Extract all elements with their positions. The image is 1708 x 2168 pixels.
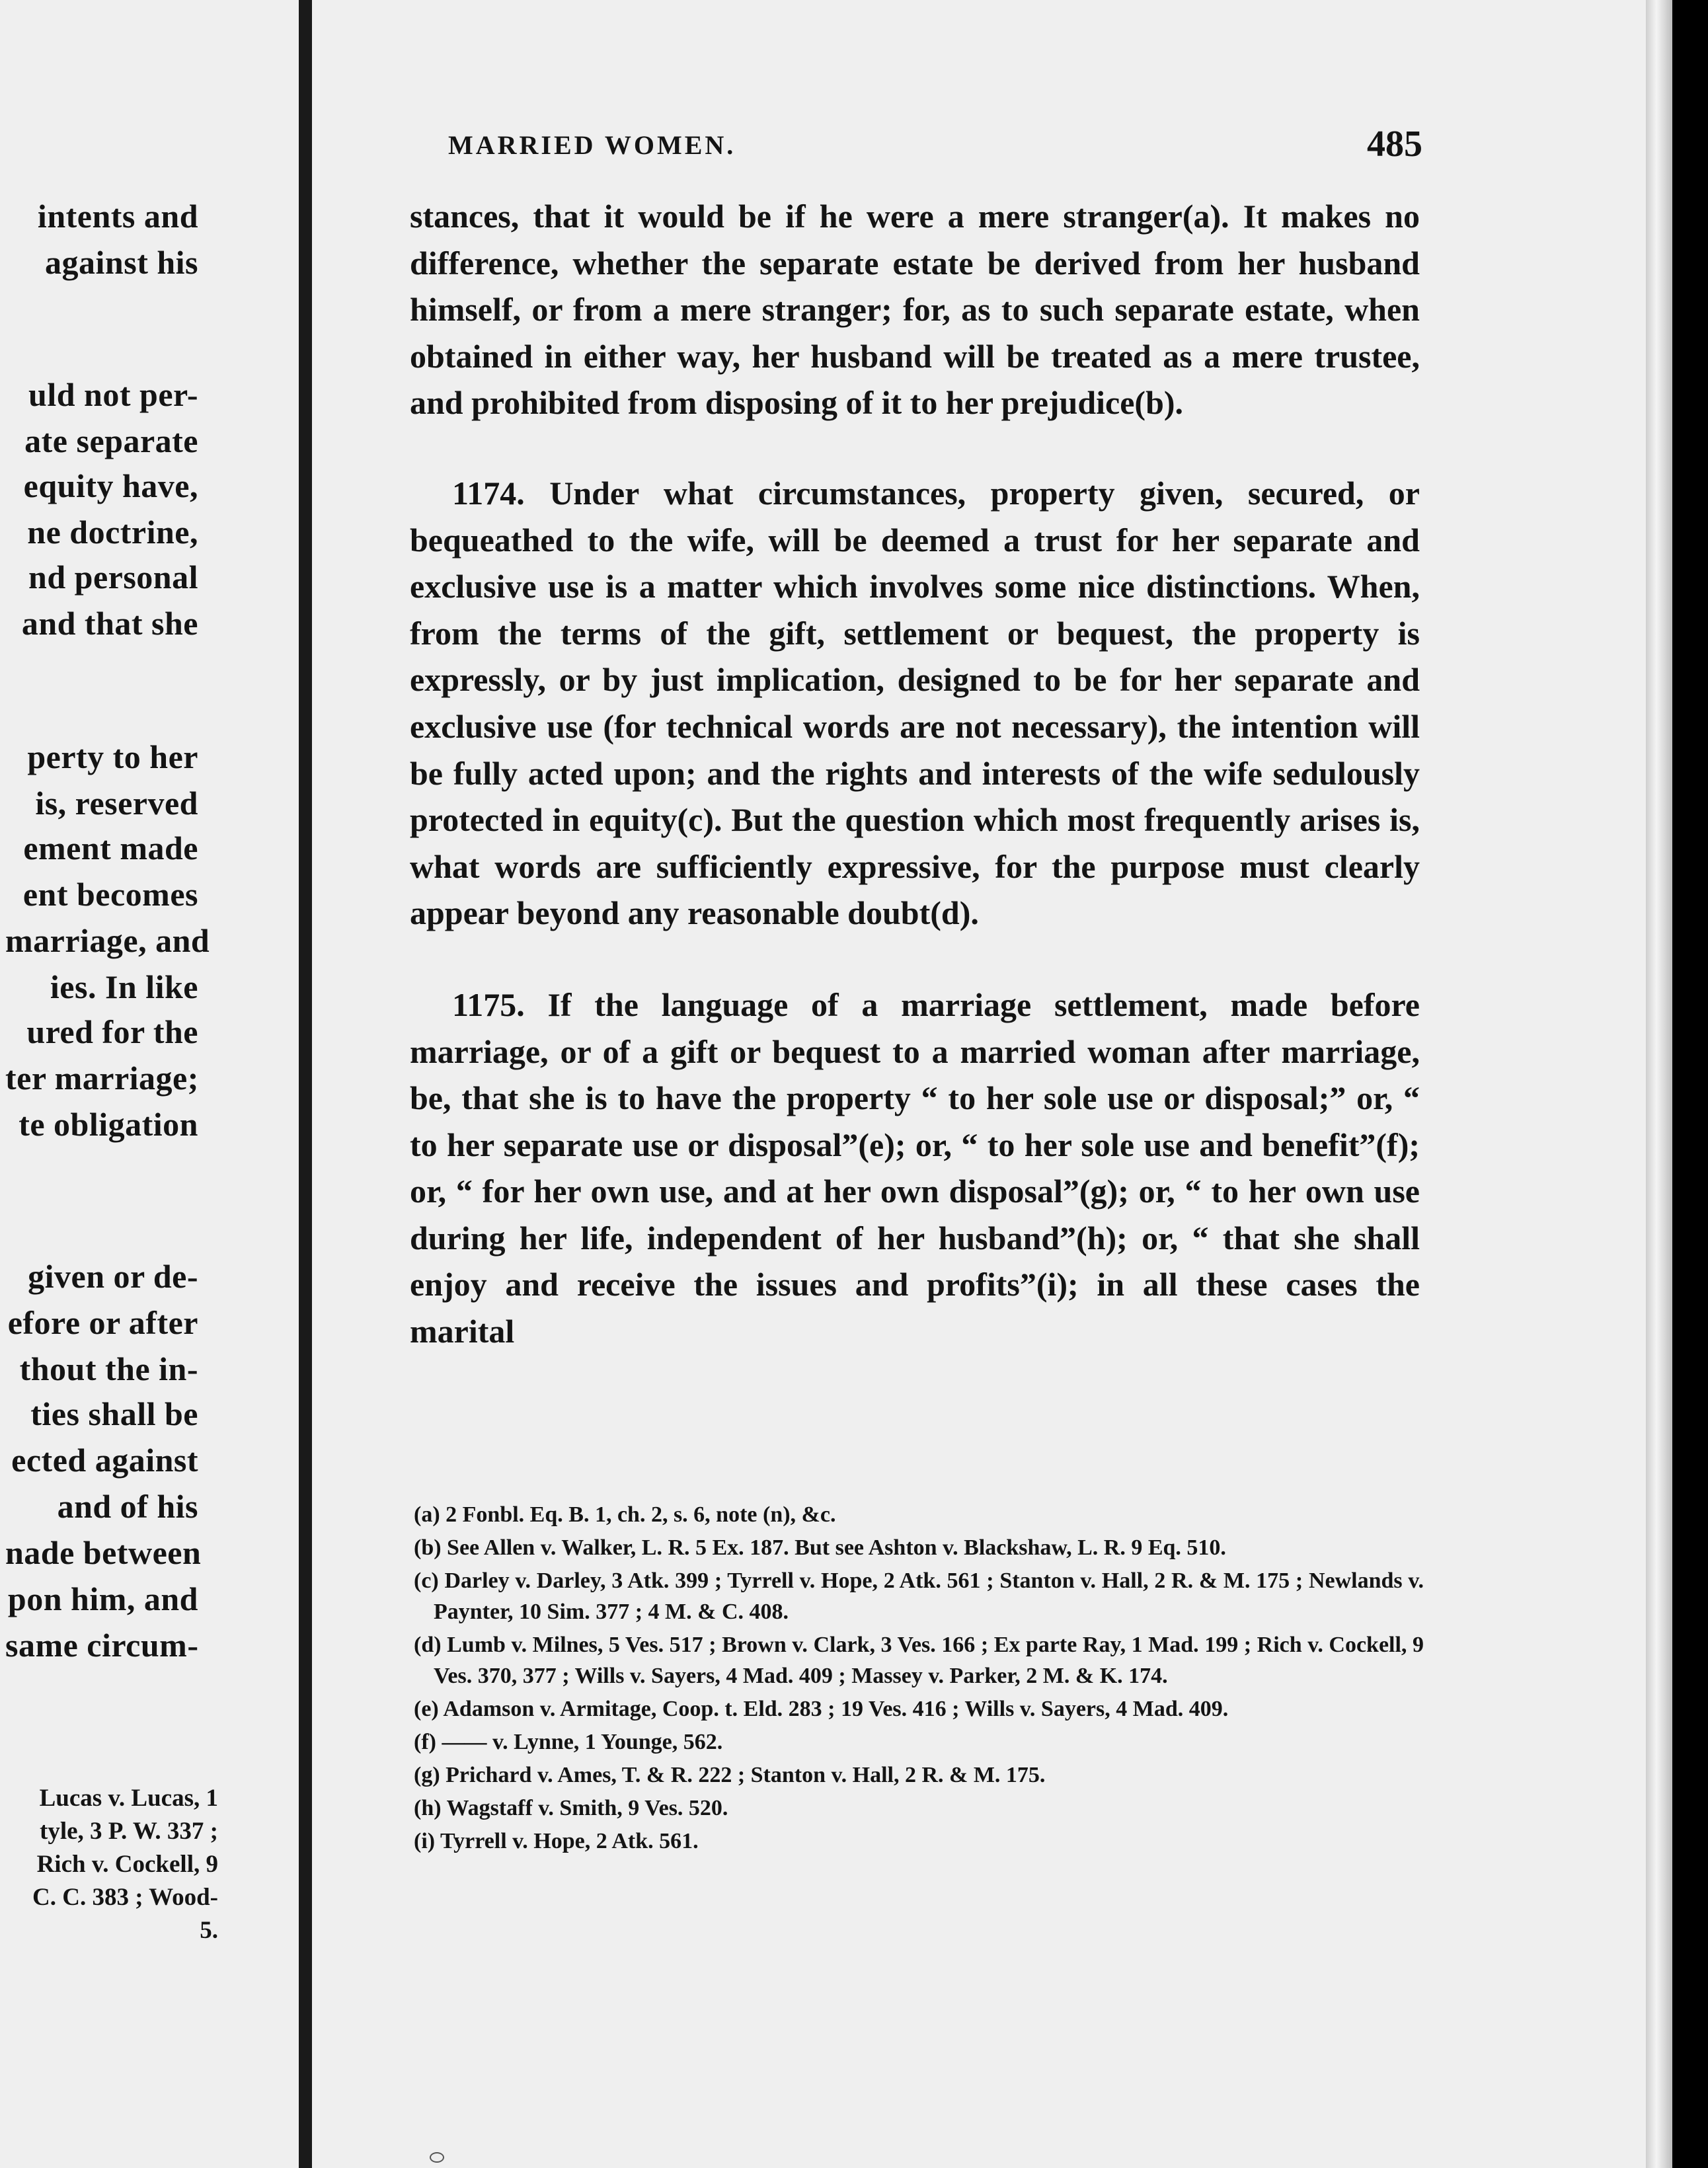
left-page-line: same circum-: [5, 1627, 199, 1664]
body-text: [410, 193, 1420, 1355]
left-page-line: ate separate: [24, 422, 198, 459]
footnote-c: (c) Darley v. Darley, 3 Atk. 399 ; Tyrrell v. Hope, 2 Atk. 561 ; Stanton v. Hall, 2 R. & M. 175 ; Newlands v. Paynter, 10 Sim. 377 ; 4 M. & C. 408.: [414, 1568, 1424, 1624]
footnote-b: (b) See Allen v. Walker, L. R. 5 Ex. 187. But see Ashton v. Blackshaw, L. R. 9 Eq. 510.: [414, 1535, 1226, 1560]
left-page-line: ne doctrine,: [27, 514, 198, 551]
left-page-line: equity have,: [23, 467, 198, 504]
left-page-line: marriage, and: [5, 922, 210, 959]
left-page-line: perty to her: [27, 738, 198, 775]
left-page-line: te obligation: [19, 1106, 198, 1143]
left-page-line: ent becomes: [22, 876, 198, 913]
left-page-line: ement made: [23, 830, 198, 867]
running-head: MARRIED WOMEN.: [448, 130, 736, 160]
left-page-line: efore or after: [7, 1304, 198, 1341]
left-page: [0, 0, 299, 2168]
paragraph-1175: 1175. If the language of a marriage settlement, made before marriage, or of a gift or bequest to a married woman after marriage, be, that she is to have the property “ to her sole use or disposal;” or, “ to her separate use or disposal”(e); or, “ to her sole use and benefit”(f); or, “ for her own use, and at her own disposal”(g); or, “ to her own use during her life, independent of her husband”(h); or, “ that she shall enjoy and receive the issues and profits”(i); in all these cases the marital: [410, 986, 1420, 1350]
footnotes: [414, 1499, 1424, 1857]
left-page-footnote-line: tyle, 3 P. W. 337 ;: [40, 1818, 218, 1845]
left-page-footnote-line: 5.: [200, 1917, 218, 1944]
left-page-line: against his: [45, 244, 198, 281]
left-page-line: nd personal: [28, 559, 198, 596]
book-gutter: [299, 0, 312, 2168]
left-page-footnote-line: C. C. 383 ; Wood-: [32, 1884, 218, 1911]
left-page-line: is, reserved: [35, 785, 198, 822]
left-page-line: given or de-: [28, 1258, 198, 1295]
left-page-line: ected against: [11, 1442, 198, 1479]
left-page-footnote-line: Rich v. Cockell, 9: [36, 1851, 218, 1878]
scan-border: [1672, 0, 1708, 2168]
footnote-e: (e) Adamson v. Armitage, Coop. t. Eld. 283 ; 19 Ves. 416 ; Wills v. Sayers, 4 Mad. 409.: [414, 1697, 1229, 1721]
left-page-line: and that she: [21, 605, 198, 642]
footnote-g: (g) Prichard v. Ames, T. & R. 222 ; Stanton v. Hall, 2 R. & M. 175.: [414, 1763, 1046, 1787]
paragraph-continuation: stances, that it would be if he were a mere stranger(a). It makes no difference, whether the separate estate be derived from her husband himself, or from a mere stranger; for, as to such separate estate, when obtained in either way, her husband will be treated as a mere trustee, and prohibited from disposing of it to her prejudice(b).: [410, 198, 1420, 422]
footnote-i: (i) Tyrrell v. Hope, 2 Atk. 561.: [414, 1829, 699, 1853]
left-page-line: pon him, and: [7, 1580, 198, 1617]
page-number: 485: [1367, 124, 1422, 165]
paragraph-1174: 1174. Under what circumstances, property given, secured, or bequeathed to the wife, will be deemed a trust for her separate and exclusive use is a matter which involves some nice distinctions. When, from the terms of the gift, settlement or bequest, the property is expressly, or by just implication, designed to be for her separate and exclusive use (for technical words are not necessary), the intention will be fully acted upon; and the rights and interests of the wife sedulously protected in equity(c). But the question which most frequently arises is, what words are sufficiently expressive, for the purpose must clearly appear beyond any reasonable doubt(d).: [410, 474, 1420, 932]
left-page-line: ies. In like: [50, 968, 198, 1005]
left-page-line: ties shall be: [30, 1395, 198, 1432]
footnote-d: (d) Lumb v. Milnes, 5 Ves. 517 ; Brown v. Clark, 3 Ves. 166 ; Ex parte Ray, 1 Mad. 199 ; Rich v. Cockell, 9 Ves. 370, 377 ; Wills v. Sayers, 4 Mad. 409 ; Massey v. Parker, 2 M. & K. 174.: [414, 1633, 1424, 1688]
left-page-footnote-line: Lucas v. Lucas, 1: [39, 1785, 218, 1812]
ink-smudge: [430, 2152, 444, 2163]
left-page-line: ter marriage;: [5, 1060, 199, 1097]
page-edge: [1646, 0, 1672, 2168]
left-page-line: intents and: [37, 198, 198, 235]
left-page-line: nade between: [5, 1534, 202, 1571]
left-page-line: thout the in-: [19, 1350, 198, 1387]
footnote-h: (h) Wagstaff v. Smith, 9 Ves. 520.: [414, 1796, 728, 1820]
footnote-f: (f) —— v. Lynne, 1 Younge, 562.: [414, 1730, 723, 1754]
left-page-line: and of his: [57, 1488, 198, 1525]
left-page-line: ured for the: [26, 1013, 198, 1050]
footnote-a: (a) 2 Fonbl. Eq. B. 1, ch. 2, s. 6, note (n), &c.: [414, 1502, 836, 1527]
left-page-line: uld not per-: [28, 376, 198, 413]
